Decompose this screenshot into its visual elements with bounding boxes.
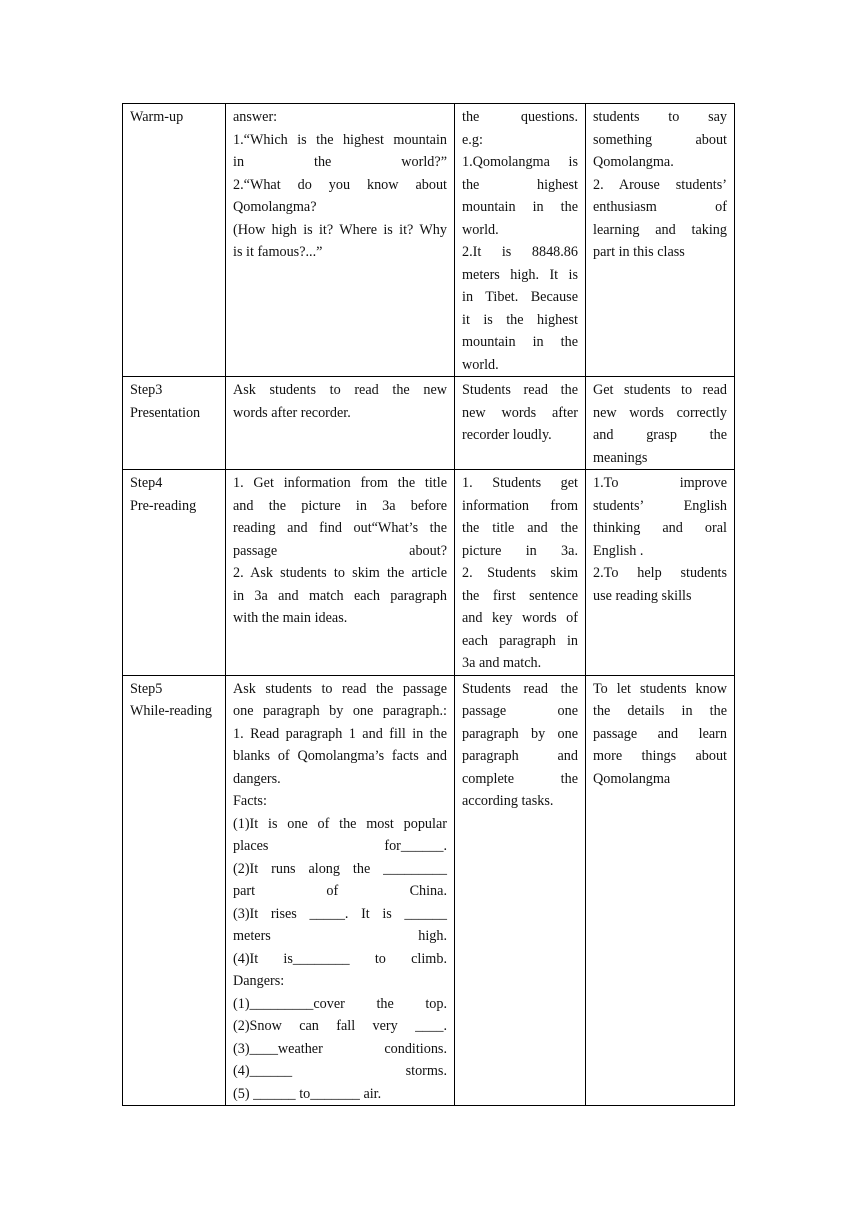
student-activity-cell xyxy=(455,470,586,676)
cell-line: (3)It rises _____. It is ______ xyxy=(233,905,447,922)
table-row xyxy=(123,470,735,676)
cell-line: complete the xyxy=(462,770,578,787)
cell-line: 2. Ask students to skim the article xyxy=(233,565,447,581)
cell-line: is it famous?...” xyxy=(233,244,323,260)
stage-cell xyxy=(123,675,226,1106)
purpose-cell xyxy=(586,470,735,676)
cell-line: 2. Students skim xyxy=(462,565,578,581)
cell-line: information from xyxy=(462,497,578,514)
cell-line: (1)It is one of the most popular xyxy=(233,815,447,832)
cell-line: 1.To improve xyxy=(593,475,727,491)
cell-line: learning and taking xyxy=(593,221,727,238)
cell-line: in 3a and match each paragraph xyxy=(233,587,447,604)
stage-cell xyxy=(123,377,226,470)
cell-line: paragraph and xyxy=(462,748,578,764)
cell-line: 1.Qomolangma is xyxy=(462,154,578,170)
cell-line: the details in the xyxy=(593,703,727,719)
cell-line: To let students know xyxy=(593,680,727,697)
cell-line: picture in 3a. xyxy=(462,542,578,559)
cell-line: world. xyxy=(462,356,499,373)
cell-line: Pre-reading xyxy=(130,497,197,514)
cell-line: answer: xyxy=(233,109,278,125)
cell-line: passage one xyxy=(462,703,578,719)
cell-line: and the picture in 3a before xyxy=(233,497,447,514)
cell-line: 1. Get information from the title xyxy=(233,475,447,491)
table-row xyxy=(123,675,735,1106)
cell-line: 3a and match. xyxy=(462,655,542,671)
cell-line: Warm-up xyxy=(130,109,184,125)
cell-line: in Tibet. Because xyxy=(462,289,578,305)
cell-line: 1.“Which is the highest mountain xyxy=(233,131,447,148)
cell-line: English . xyxy=(593,542,644,559)
student-activity-cell xyxy=(455,675,586,1106)
cell-line: the first sentence xyxy=(462,587,578,604)
cell-line: Get students to read xyxy=(593,382,727,398)
cell-line: (5) ______ to_______ air. xyxy=(233,1085,382,1102)
cell-line: Students read the xyxy=(462,382,578,398)
cell-line: passage about? xyxy=(233,542,447,559)
cell-line: paragraph by one xyxy=(462,725,578,742)
cell-line: Ask students to read the passage xyxy=(233,680,447,697)
table-row xyxy=(123,377,735,470)
cell-line: passage and learn xyxy=(593,725,727,742)
cell-line: Qomolangma. xyxy=(593,154,674,170)
cell-line: and grasp the xyxy=(593,427,727,443)
cell-line: Facts: xyxy=(233,793,267,809)
cell-line: students to say xyxy=(593,109,727,125)
cell-line: in the world?” xyxy=(233,154,447,170)
cell-line: meters high. It is xyxy=(462,266,578,283)
cell-line: the highest xyxy=(462,176,578,193)
cell-line: meanings xyxy=(593,449,648,466)
cell-line: mountain in the xyxy=(462,199,578,215)
cell-line: 2.“What do you know about xyxy=(233,176,447,193)
cell-line: 1. Students get xyxy=(462,475,578,491)
cell-line: (How high is it? Where is it? Why xyxy=(233,221,447,238)
purpose-cell xyxy=(586,675,735,1106)
cell-line: (4)It is________ to climb. xyxy=(233,950,447,967)
cell-line: Dangers: xyxy=(233,973,285,989)
cell-line: enthusiasm of xyxy=(593,199,727,215)
stage-cell xyxy=(123,470,226,676)
cell-line: students’ English xyxy=(593,497,727,514)
cell-line: 2.To help students xyxy=(593,565,727,581)
cell-line: mountain in the xyxy=(462,334,578,350)
cell-line: and key words of xyxy=(462,610,578,626)
cell-line: part in this class xyxy=(593,244,685,260)
cell-line: Qomolangma? xyxy=(233,199,317,215)
teacher-activity-cell xyxy=(226,377,455,470)
student-activity-cell xyxy=(455,377,586,470)
cell-line: Step4 xyxy=(130,475,163,491)
teacher-activity-cell xyxy=(226,104,455,377)
cell-line: (3)____weather conditions. xyxy=(233,1040,447,1057)
cell-line: more things about xyxy=(593,748,727,764)
cell-line: While-reading xyxy=(130,703,212,719)
cell-line: words after recorder. xyxy=(233,404,351,421)
cell-line: it is the highest xyxy=(462,311,578,328)
cell-line: the title and the xyxy=(462,520,578,536)
teacher-activity-cell xyxy=(226,470,455,676)
cell-line: Step3 xyxy=(130,382,163,398)
cell-line: e.g: xyxy=(462,131,483,148)
cell-line: new words correctly xyxy=(593,404,727,421)
cell-line: the questions. xyxy=(462,109,578,125)
cell-line: blanks of Qomolangma’s facts and xyxy=(233,748,447,764)
cell-line: use reading skills xyxy=(593,587,692,604)
cell-line: Presentation xyxy=(130,404,201,421)
cell-line: Students read the xyxy=(462,680,578,697)
cell-line: places for______. xyxy=(233,838,447,854)
cell-line: each paragraph in xyxy=(462,632,578,649)
cell-line: something about xyxy=(593,131,727,148)
cell-line: 1. Read paragraph 1 and fill in the xyxy=(233,725,447,742)
cell-line: Step5 xyxy=(130,680,163,697)
cell-line: (2)Snow can fall very ____. xyxy=(233,1018,447,1034)
cell-line: 2. Arouse students’ xyxy=(593,176,727,193)
cell-line: 2.It is 8848.86 xyxy=(462,244,578,260)
cell-line: one paragraph by one paragraph.: xyxy=(233,703,447,719)
cell-line: Ask students to read the new xyxy=(233,382,447,398)
purpose-cell xyxy=(586,377,735,470)
cell-line: world. xyxy=(462,221,499,238)
table-row xyxy=(123,104,735,377)
cell-line: reading and find out“What’s the xyxy=(233,520,447,536)
cell-line: thinking and oral xyxy=(593,520,727,536)
cell-line: (1)_________cover the top. xyxy=(233,995,447,1012)
cell-line: (2)It runs along the _________ xyxy=(233,860,447,877)
stage-cell xyxy=(123,104,226,377)
cell-line: Qomolangma xyxy=(593,770,671,787)
teacher-activity-cell xyxy=(226,675,455,1106)
cell-line: part of China. xyxy=(233,883,447,899)
lesson-plan-table xyxy=(122,103,735,1106)
cell-line: according tasks. xyxy=(462,793,554,809)
cell-line: (4)______ storms. xyxy=(233,1063,447,1079)
cell-line: meters high. xyxy=(233,928,447,944)
cell-line: with the main ideas. xyxy=(233,610,348,626)
cell-line: dangers. xyxy=(233,770,281,787)
cell-line: new words after xyxy=(462,404,578,421)
purpose-cell xyxy=(586,104,735,377)
cell-line: recorder loudly. xyxy=(462,427,552,443)
student-activity-cell xyxy=(455,104,586,377)
